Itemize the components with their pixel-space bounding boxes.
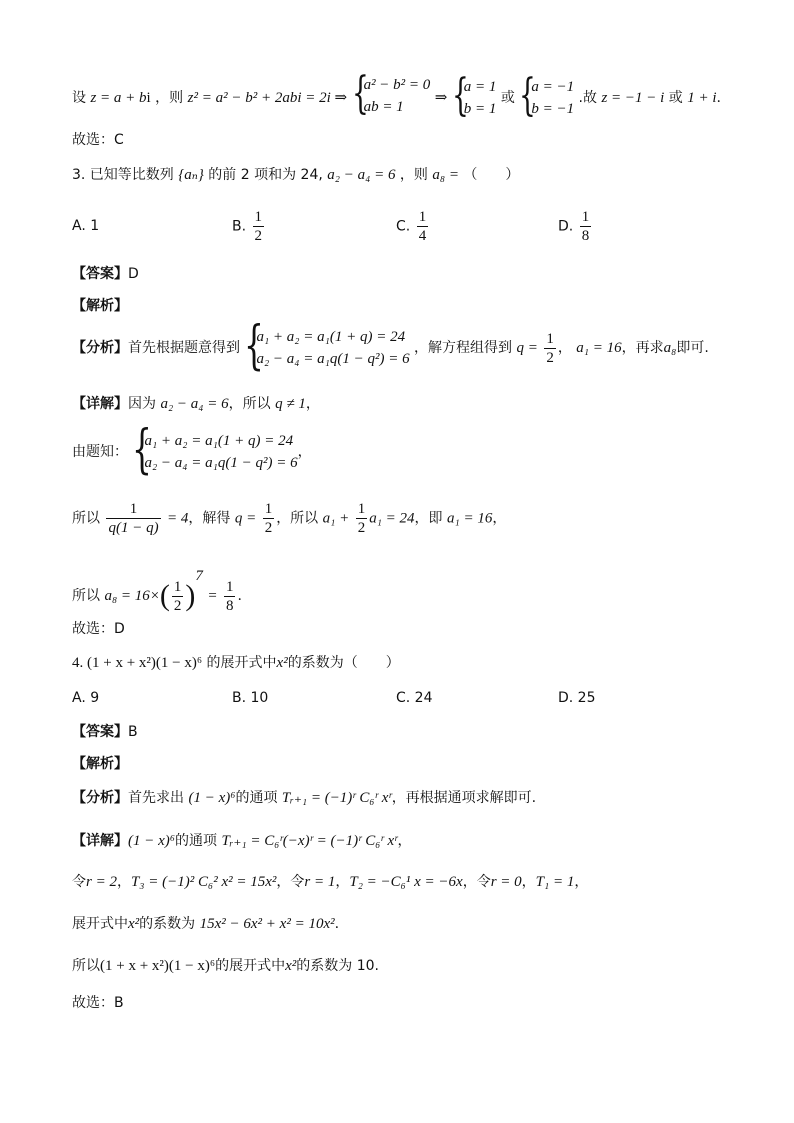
q3-option-c [396,208,430,245]
fraction [172,578,184,615]
fraction [417,208,429,245]
fraction [224,578,236,615]
left-brace: { [244,316,265,376]
text: 的系数为 [139,916,196,932]
math-expr: a₈ = [432,167,459,183]
text: 展开式中 [72,916,128,932]
math-expr: a₁ + [322,510,350,527]
system-row: ab = 1 [363,99,404,115]
q3-option-a: A. 1 [72,218,100,234]
denominator: q(1 − q) [108,520,159,536]
math-expr: r = 2 [86,874,117,890]
math-expr: x² [276,655,288,671]
math-i: i [146,90,151,106]
math-expr: q = [516,340,538,356]
system-row: b = −1 [531,101,575,117]
denominator: 2 [173,597,182,614]
left-paren: ( [159,579,170,612]
q4-stem [72,653,400,673]
math-expr: a₈ [663,340,677,356]
math-expr: a₈ = 16× [104,588,160,604]
numerator: 1 [357,501,366,517]
text: ， [397,833,412,849]
fraction [253,208,265,245]
text: ，令 [462,874,491,890]
text: ， [297,444,312,460]
math-expr: ⇒ [434,90,448,106]
math-expr: 1 + i [687,90,717,106]
text: ，令 [276,874,305,890]
math-expr: Tᵣ₊₁ = (−1)ʳ C₆ʳ xʳ [281,790,392,806]
text: 的通项 [175,833,217,849]
math-expr: (1 + x + x²)(1 − x)⁶ [100,958,216,974]
math-expr: T₃ = (−1)² C₆² x² = 15x² [130,874,277,890]
text: 所以 [72,958,100,974]
text: 的前 2 项和为 24, [208,167,323,183]
numerator: 1 [418,209,427,225]
text: 或 [500,90,515,106]
numerator: 1 [581,209,590,225]
q4-xiangjie-3 [72,914,339,934]
section-label: 【详解】 [72,396,128,412]
text: ，再根据通项求解即可. [391,790,537,806]
fraction [580,208,592,245]
math-expr: r = 1 [304,874,336,890]
q4-xiangjie-4 [72,956,379,976]
q2-choice: 故选：C [72,132,124,148]
numerator: 1 [173,578,182,595]
text: （ ） [463,167,520,183]
q4-option-b: B. 10 [232,690,269,706]
q4-xiangjie-2 [72,872,588,892]
math-expr: r = 0 [490,874,522,890]
text: . [334,916,340,932]
text: ，则 [399,167,428,183]
math-expr: z² = a² − b² + 2abi = 2i ⇒ [187,90,348,106]
system-row: a₂ − a₄ = a₁q(1 − q²) = 6 [256,351,410,367]
text: 的系数为（ ） [287,655,400,671]
text: ，即 [414,510,443,527]
math-expr: T₂ = −C₆¹ x = −6x [349,874,463,890]
text: ， [557,340,572,356]
q4-xiangjie-1 [72,831,412,851]
text: . [716,90,721,106]
fraction [263,500,275,537]
q3-fenxi [72,316,709,376]
q3-xiangjie-4 [72,566,242,615]
text: 或 [668,90,683,106]
q3-option-d [558,208,593,245]
math-expr: z = −1 − i [601,90,665,106]
math-expr: q ≠ 1 [275,396,306,412]
text: ， [521,874,536,890]
math-expr: a₂ − a₄ = 6 [160,396,229,412]
numerator: 1 [254,209,263,225]
q4-fenxi [72,788,536,808]
option-label: C. [396,218,411,235]
text: ，所以 [228,396,271,412]
numerator: 1 [264,501,273,517]
equation-system [451,70,497,121]
q3-option-b [232,208,266,245]
text: ，所以 [276,510,319,527]
math-expr: = [207,588,218,604]
math-expr: x² [285,958,297,974]
exponent: 7 [195,568,203,584]
math-expr: z = a + b [90,90,147,106]
system-row: a² − b² = 0 [363,77,431,93]
right-paren: ) [185,579,196,612]
math-expr: (1 − x)⁶ [188,790,236,806]
left-brace: { [451,70,469,121]
system-row: a₁ + a₂ = a₁(1 + q) = 24 [144,433,294,449]
text: 的通项 [235,790,278,806]
answer-label: 【答案】 [72,266,128,282]
numerator: 1 [225,578,234,595]
text: . [237,588,242,604]
math-expr: a₁ = 24 [369,510,415,527]
text: ， [492,510,507,527]
q4-option-c: C. 24 [396,690,433,706]
text: .故 [578,90,597,106]
q3-xiangjie-3 [72,500,506,537]
q3-stem [72,165,519,185]
math-expr: x² [128,916,140,932]
system-row: b = 1 [463,101,497,117]
text: ，解方程组得到 [414,340,513,356]
denominator: 2 [546,349,554,366]
denominator: 8 [581,228,590,244]
fraction [544,330,556,367]
option-label: D. [558,218,574,235]
answer-value: D [128,266,139,282]
text: 令 [72,874,86,890]
system-row: a₁ + a₂ = a₁(1 + q) = 24 [256,329,406,345]
math-expr: {aₙ} [178,167,204,183]
text: 因为 [128,396,156,412]
text: 所以 [72,510,100,527]
q4-option-a: A. 9 [72,690,100,706]
equation-system [519,70,575,121]
q2-derivation [72,68,721,121]
math-expr: a₁ = 16 [446,510,493,527]
text: ，再求 [621,340,664,356]
text: ，则 [155,90,184,106]
system-row: a = −1 [531,79,575,95]
math-expr: Tᵣ₊₁ = C₆ʳ(−x)ʳ = (−1)ʳ C₆ʳ xʳ [221,833,398,849]
equation-system [132,420,298,480]
math-expr: (1 − x)⁶ [128,833,175,849]
q4-option-d: D. 25 [558,690,596,706]
text: 所以 [72,588,100,604]
denominator: 8 [225,597,234,614]
math-expr: q = [234,510,257,527]
denominator: 2 [264,520,273,536]
q3-analysis-label: 【解析】 [72,298,128,314]
section-label: 【详解】 [72,833,128,849]
equation-system [351,68,431,119]
numerator: 1 [106,500,160,519]
section-label: 【分析】 [72,340,128,356]
q4-analysis-label: 【解析】 [72,756,128,772]
answer-label: 【答案】 [72,724,128,740]
denominator: 2 [357,520,366,536]
system-row: a = 1 [463,79,497,95]
text: 由题知： [72,444,128,460]
fraction [356,500,368,537]
text: 的展开式中 [215,958,286,974]
text: ， [305,396,320,412]
text: ， [335,874,350,890]
text: 的展开式中 [206,655,277,671]
q3-xiangjie-1 [72,394,320,414]
math-expr: a₂ − a₄ = 6 [327,167,396,183]
text: 首先根据题意得到 [128,340,240,356]
math-expr: = 4 [167,510,189,527]
text: 首先求出 [128,790,184,806]
q4-answer [72,722,138,742]
section-label: 【分析】 [72,790,128,806]
fraction [106,500,160,537]
text: ， [574,874,589,890]
text: 即可. [676,340,709,356]
option-label: B. [232,218,247,235]
answer-value: B [128,724,138,740]
text: 的系数为 10. [296,958,379,974]
left-brace: { [132,420,153,480]
q4-choice: 故选：B [72,995,124,1011]
text: ，解得 [188,510,231,527]
math-expr: a₁ = 16 [576,340,622,356]
left-brace: { [351,68,369,119]
math-expr: 15x² − 6x² + x² = 10x² [199,916,335,932]
system-row: a₂ − a₄ = a₁q(1 − q²) = 6 [144,455,298,471]
left-brace: { [519,70,537,121]
equation-system [244,316,410,376]
q3-xiangjie-2 [72,420,312,480]
math-expr: T₁ = 1 [535,874,575,890]
numerator: 1 [546,330,554,347]
text: 3. 已知等比数列 [72,167,174,183]
text: 设 [72,90,86,106]
q3-answer [72,264,139,284]
math-expr: 4. (1 + x + x²)(1 − x)⁶ [72,655,203,671]
text: ， [116,874,131,890]
q3-choice: 故选：D [72,621,125,637]
denominator: 2 [254,228,263,244]
denominator: 4 [418,228,427,244]
